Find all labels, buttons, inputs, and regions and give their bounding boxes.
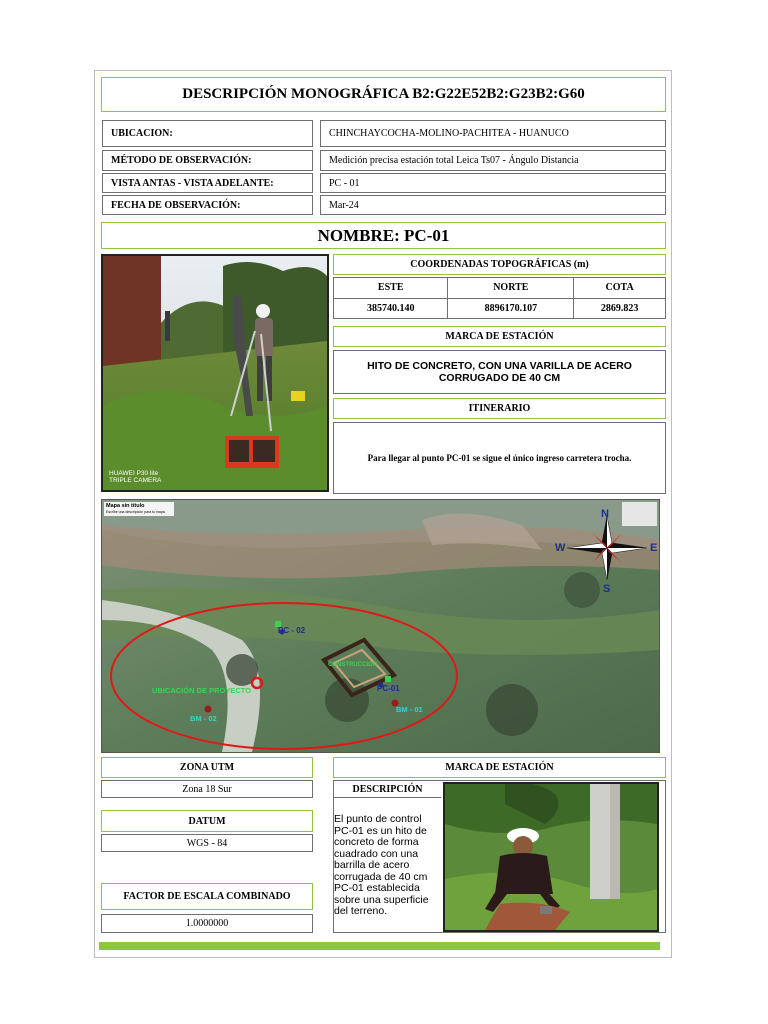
photo-watermark	[109, 470, 161, 484]
marca-text	[333, 350, 666, 394]
descripcion-line: cuadrado con una	[334, 847, 419, 860]
value-metodo: Medición precisa estación total Leica Ts07 - Ángulo Distancia	[320, 150, 666, 171]
station-photo	[101, 254, 329, 492]
descripcion-line: barrilla de acero	[334, 859, 410, 871]
marca-title	[333, 326, 666, 347]
compass-w: W	[555, 542, 566, 554]
coords-header-este: ESTE	[334, 278, 448, 299]
label-bm01: BM - 01	[396, 705, 423, 714]
value-fecha: Mar-24	[320, 195, 666, 215]
coords-value-cota: 2869.823	[574, 298, 666, 319]
location-map	[101, 499, 660, 753]
label-metodo: MÉTODO DE OBSERVACIÓN:	[102, 150, 313, 171]
watermark-line1: HUAWEI P30 lite	[109, 470, 159, 477]
zona-title-text: ZONA UTM	[179, 762, 235, 773]
value-vista: PC - 01	[320, 173, 666, 193]
station-name	[101, 222, 666, 249]
factor-title	[101, 883, 313, 910]
value-ubicacion: CHINCHAYCOCHA-MOLINO-PACHITEA - HUANUCO	[320, 120, 666, 147]
station-name-text: NOMBRE: PC-01	[317, 225, 450, 245]
page-title	[101, 77, 666, 112]
datum-title-text: DATUM	[188, 815, 226, 827]
page-title-text: DESCRIPCIÓN MONOGRÁFICA B2:G22E52B2:G23B2:G60	[182, 86, 585, 102]
descripcion-text	[334, 814, 442, 918]
itinerario-title-text: ITINERARIO	[468, 403, 531, 414]
label-proyecto: UBICACIÓN DE PROYECTO	[152, 686, 252, 695]
zona-title	[101, 757, 313, 778]
descripcion-line: PC-01 es un hito de	[334, 824, 427, 837]
coords-header-norte: NORTE	[448, 278, 574, 299]
marca2-title	[333, 757, 666, 778]
marca-text-content: HITO DE CONCRETO, CON UNA VARILLA DE ACERO CORRUGADO DE 40 CM	[367, 360, 632, 384]
coords-value-row	[334, 298, 666, 319]
descripcion-title: DESCRIPCIÓN	[334, 781, 441, 798]
marca2-title-text: MARCA DE ESTACIÓN	[445, 762, 554, 773]
itinerario-title	[333, 398, 666, 419]
label-fecha: FECHA DE OBSERVACIÓN:	[102, 195, 313, 215]
coords-title-text: COORDENADAS TOPOGRÁFICAS (m)	[410, 259, 589, 270]
label-pc01: PC-01	[377, 684, 400, 693]
zona-value: Zona 18 Sur	[101, 780, 313, 798]
marca-title-text: MARCA DE ESTACIÓN	[445, 331, 554, 342]
descripcion-line: PC-01 establecida	[334, 882, 420, 894]
compass-s: S	[603, 583, 611, 595]
marker-photo	[443, 782, 659, 932]
descripcion-line: El punto de control	[334, 813, 422, 825]
footer-accent-bar	[99, 942, 660, 950]
factor-title-text: FACTOR DE ESCALA COMBINADO	[123, 891, 291, 902]
itinerario-text-content: Para llegar al punto PC-01 se sigue el único ingreso carretera trocha.	[367, 453, 632, 463]
coords-value-norte: 8896170.107	[448, 298, 574, 319]
watermark-line2: TRIPLE CAMERA	[109, 477, 162, 484]
compass-e: E	[650, 542, 658, 554]
location-map-image	[102, 500, 659, 752]
map-subtitle: Escribe una descripción para tu mapa.	[106, 510, 166, 514]
marker-photo-image	[445, 784, 657, 930]
map-title: Mapa sin título	[106, 503, 145, 509]
label-construccion: CONSTRUCCION	[328, 662, 377, 668]
itinerario-text	[333, 422, 666, 494]
descripcion-line: corrugada de 40 cm	[334, 870, 428, 883]
coords-header-cota: COTA	[574, 278, 666, 299]
datum-title	[101, 810, 313, 832]
descripcion-line: del terreno.	[334, 905, 388, 917]
coords-value-este: 385740.140	[334, 298, 448, 319]
map-title-box	[104, 502, 174, 516]
compass-n: N	[601, 508, 609, 520]
datum-value: WGS - 84	[101, 834, 313, 852]
map-legend-box	[622, 502, 657, 526]
label-ubicacion: UBICACION:	[102, 120, 313, 147]
coords-header-row	[334, 278, 666, 299]
coords-table	[333, 277, 666, 319]
label-pc02: PC - 02	[278, 626, 306, 635]
descripcion-line: concreto de forma	[334, 836, 419, 848]
factor-value: 1.0000000	[101, 914, 313, 933]
descripcion-line: sobre una superficie	[334, 893, 429, 906]
label-vista: VISTA ANTAS - VISTA ADELANTE:	[102, 173, 313, 193]
label-bm02: BM - 02	[190, 714, 217, 723]
coords-title	[333, 254, 666, 275]
bm02-marker	[205, 706, 212, 713]
station-photo-image	[103, 256, 327, 490]
